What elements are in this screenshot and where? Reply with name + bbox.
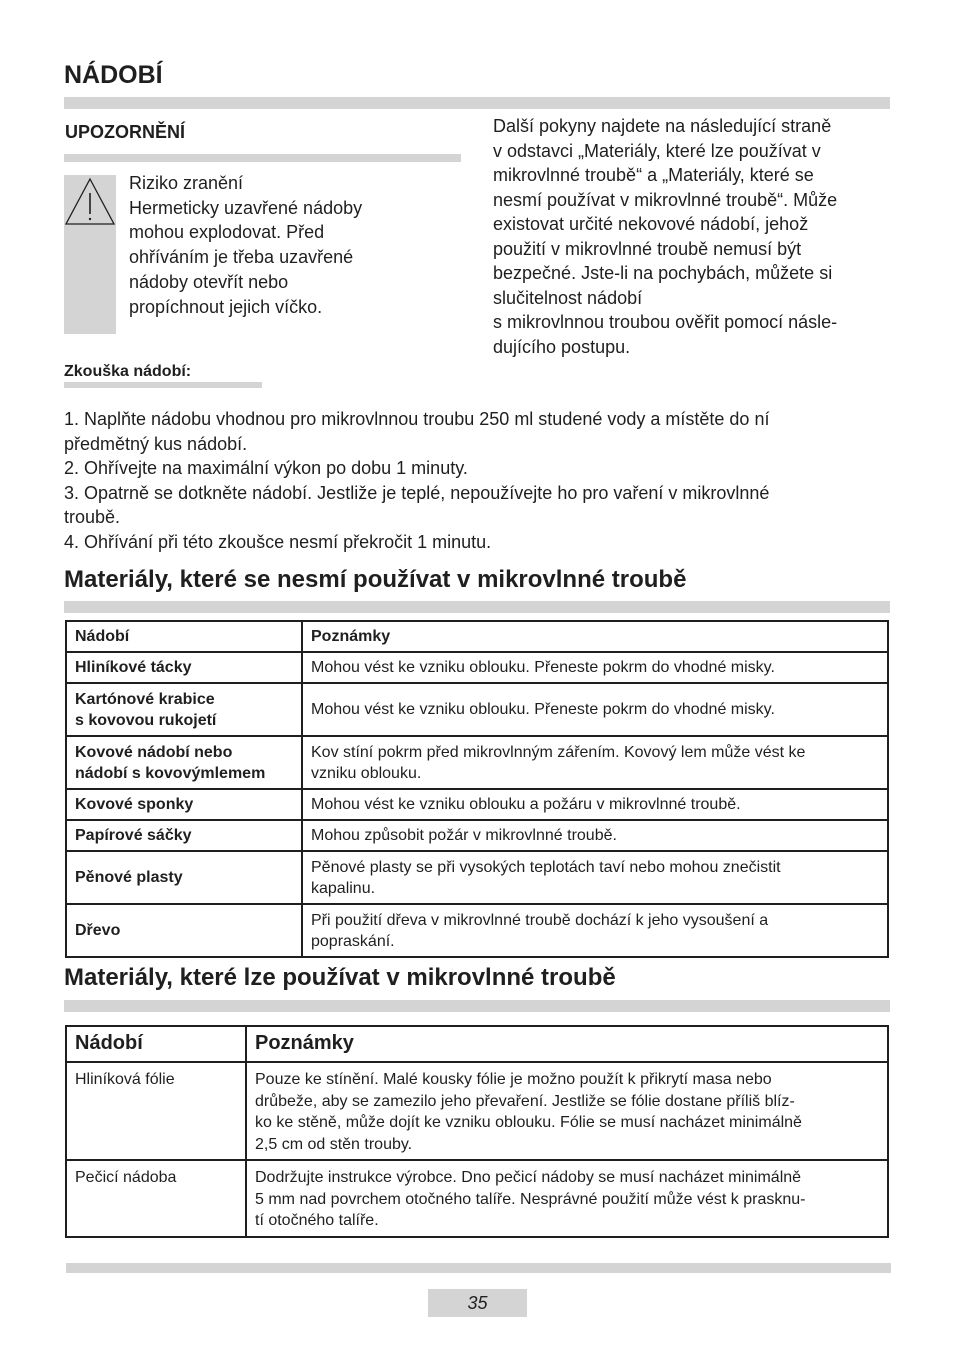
table-row — [66, 683, 888, 736]
page-number: 35 — [428, 1289, 527, 1317]
note-cell — [302, 683, 888, 736]
cell-line: Kovové nádobí nebo — [75, 743, 233, 761]
note-line: použití v mikrovlnné troubě nemusí být — [493, 238, 802, 259]
test-step — [64, 407, 894, 456]
column-header-item: Nádobí — [66, 1026, 246, 1062]
item-cell — [66, 789, 302, 820]
cell-line: Mohou vést ke vzniku oblouku. Přeneste pokrm do vhodné misky. — [311, 659, 775, 676]
step-line: předmětný kus nádobí. — [64, 433, 248, 454]
table-row — [66, 1062, 888, 1160]
warning-line: nádoby otevřít nebo — [129, 271, 289, 292]
test-steps — [64, 407, 894, 554]
cell-line: Mohou vést ke vzniku oblouku a požáru v mikrovlnné troubě. — [311, 796, 741, 813]
cell-line: popraskání. — [311, 932, 395, 950]
note-line: dujícího postupu. — [493, 336, 631, 357]
forbidden-section-title: Materiály, které se nesmí používat v mikrovlnné troubě — [64, 566, 687, 593]
forbidden-divider — [64, 601, 890, 613]
note-cell — [246, 1062, 888, 1160]
note-line: v odstavci „Materiály, které lze používat v — [493, 140, 821, 161]
cell-line: Kov stíní pokrm před mikrovlnným zářením. Kovový lem může vést ke — [311, 743, 806, 761]
cell-line: Dodržujte instrukce výrobce. Dno pečicí nádoby se musí nacházet minimálně — [255, 1169, 802, 1186]
cell-line: s kovovou rukojetí — [75, 711, 217, 729]
table-header-row — [66, 1026, 888, 1062]
cell-line: nádobí s kovovýmlemem — [75, 764, 266, 782]
cell-line: Dřevo — [75, 922, 121, 939]
note-cell — [302, 820, 888, 851]
note-line: slučitelnost nádobí — [493, 287, 643, 308]
instructions-note — [493, 114, 893, 359]
test-step — [64, 481, 894, 530]
table-row — [66, 736, 888, 789]
step-line: 3. Opatrně se dotkněte nádobí. Jestliže je teplé, nepoužívejte ho pro vaření v mikrovlnné — [64, 482, 770, 503]
title-divider — [64, 97, 890, 109]
cell-line: Papírové sáčky — [75, 827, 192, 844]
table-row — [66, 904, 888, 957]
note-cell — [302, 652, 888, 683]
allowed-section-title: Materiály, které lze používat v mikrovlnné troubě — [64, 964, 616, 991]
cell-line: Hliníková fólie — [75, 1071, 175, 1088]
table-row — [66, 820, 888, 851]
note-line: Další pokyny najdete na následující straně — [493, 116, 832, 136]
cell-line: Mohou způsobit požár v mikrovlnné troubě. — [311, 827, 617, 844]
cell-line: vzniku oblouku. — [311, 764, 422, 782]
step-line: 1. Naplňte nádobu vhodnou pro mikrovlnnou troubu 250 ml studené vody a místěte do ní — [64, 409, 770, 429]
cell-line: Hliníkové tácky — [75, 659, 192, 676]
warning-line: propíchnout jejich víčko. — [129, 296, 323, 317]
note-cell — [302, 736, 888, 789]
allowed-divider — [64, 1000, 890, 1012]
footer-divider — [66, 1263, 891, 1273]
item-cell — [66, 1160, 246, 1237]
step-line: troubě. — [64, 507, 121, 527]
step-line: 2. Ohřívejte na maximální výkon po dobu 1 minuty. — [64, 458, 468, 478]
warning-icon-box — [64, 175, 116, 334]
item-cell — [66, 851, 302, 904]
forbidden-materials-table — [65, 620, 889, 958]
note-cell — [302, 789, 888, 820]
table-header-row — [66, 621, 888, 652]
item-cell — [66, 652, 302, 683]
test-divider — [64, 382, 262, 388]
cell-line: 2,5 cm od stěn trouby. — [255, 1135, 413, 1153]
warning-text — [129, 171, 362, 319]
test-heading: Zkouška nádobí: — [64, 363, 192, 380]
item-cell — [66, 1062, 246, 1160]
column-header-notes: Poznámky — [302, 621, 888, 652]
table-row — [66, 652, 888, 683]
note-line: mikrovlnné troubě“ a „Materiály, které se — [493, 165, 814, 185]
note-cell — [302, 904, 888, 957]
cell-line: Pěnové plasty — [75, 869, 183, 886]
cell-line: Mohou vést ke vzniku oblouku. Přeneste pokrm do vhodné misky. — [311, 701, 775, 718]
warning-line: Riziko zranění — [129, 173, 244, 193]
table-row — [66, 789, 888, 820]
note-line: existovat určité nekovové nádobí, jehož — [493, 214, 809, 234]
cell-line: 5 mm nad povrchem otočného talíře. Nesprávné použití může vést k prasknu- — [255, 1190, 806, 1208]
cell-line: drůbeže, aby se zamezilo jeho převaření. Jestliže se fólie dostane příliš blíz- — [255, 1092, 795, 1110]
note-line: nesmí používat v mikrovlnné troubě“. Může — [493, 189, 838, 210]
note-cell — [246, 1160, 888, 1237]
cell-line: Při použití dřeva v mikrovlnné troubě dochází k jeho vysoušení a — [311, 911, 769, 929]
test-step — [64, 530, 894, 555]
cell-line: Kovové sponky — [75, 796, 194, 813]
note-cell — [302, 851, 888, 904]
item-cell — [66, 904, 302, 957]
item-cell — [66, 820, 302, 851]
cell-line: ko ke stěně, může dojít ke vzniku oblouku. Fólie se musí nacházet minimálně — [255, 1114, 802, 1131]
warning-divider — [64, 154, 461, 162]
warning-triangle-icon — [64, 176, 116, 228]
item-cell — [66, 683, 302, 736]
table-row — [66, 1160, 888, 1237]
column-header-notes: Poznámky — [246, 1026, 888, 1062]
step-line: 4. Ohřívání při této zkoušce nesmí překročit 1 minutu. — [64, 531, 492, 552]
item-cell — [66, 736, 302, 789]
column-header-item: Nádobí — [66, 621, 302, 652]
cell-line: Kartónové krabice — [75, 690, 215, 708]
warning-line: mohou explodovat. Před — [129, 222, 325, 243]
note-line: bezpečné. Jste-li na pochybách, můžete si — [493, 263, 833, 283]
warning-heading: UPOZORNĚNÍ — [65, 122, 186, 142]
table-row — [66, 851, 888, 904]
cell-line: kapalinu. — [311, 879, 376, 897]
warning-line: ohříváním je třeba uzavřené — [129, 247, 354, 268]
cell-line: Pěnové plasty se při vysokých teplotách taví nebo mohou znečistit — [311, 858, 781, 876]
allowed-materials-table — [65, 1025, 889, 1238]
page-title: NÁDOBÍ — [64, 61, 163, 89]
test-step — [64, 456, 894, 481]
cell-line: Pouze ke stínění. Malé kousky fólie je možno použít k přikrytí masa nebo — [255, 1071, 772, 1088]
warning-line: Hermeticky uzavřené nádoby — [129, 197, 363, 218]
cell-line: tí otočného talíře. — [255, 1212, 379, 1229]
cell-line: Pečicí nádoba — [75, 1169, 177, 1186]
note-line: s mikrovlnnou troubou ověřit pomocí násle- — [493, 312, 838, 332]
